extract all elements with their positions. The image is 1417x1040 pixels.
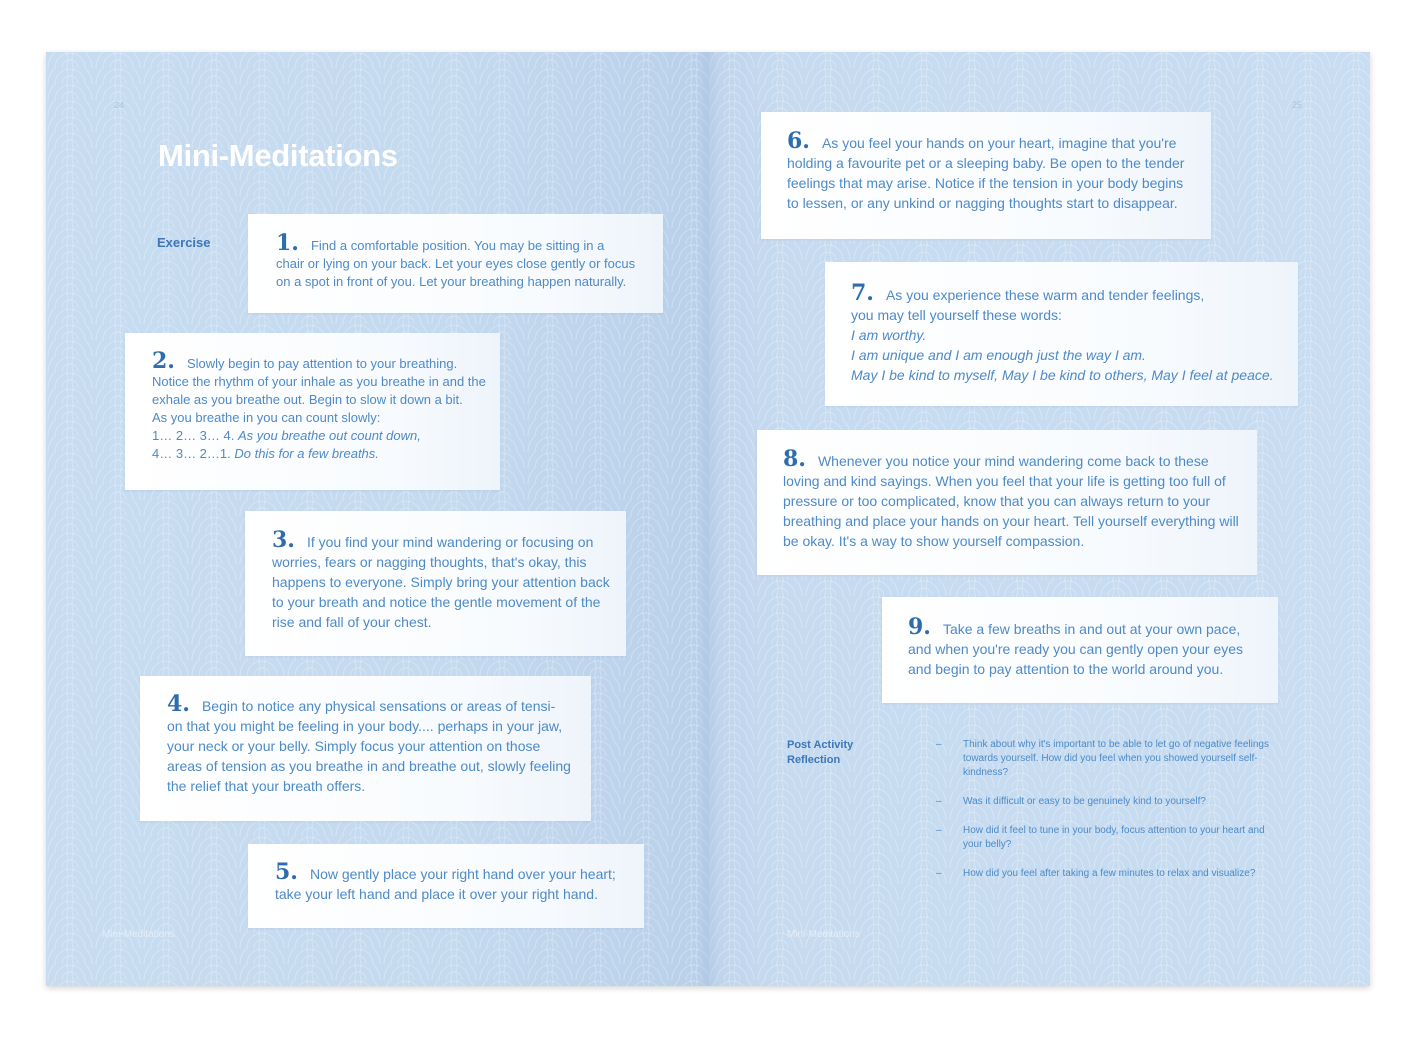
step-card-8 — [757, 430, 1257, 575]
step-number: 7. — [851, 280, 874, 306]
step-text: chair or lying on your back. Let your eyes close gently or focus — [276, 256, 636, 271]
right-page — [708, 52, 1370, 986]
step-text: As you breathe in you can count slowly: — [152, 410, 381, 425]
step-card-6 — [761, 112, 1211, 239]
dash-bullet: – — [936, 825, 942, 836]
step-text: feelings that may arise. Notice if the tension in your body begins — [787, 175, 1184, 191]
reflection-label — [787, 738, 853, 768]
step-number: 9. — [908, 614, 931, 640]
step-card-7 — [825, 262, 1298, 406]
reflection-item — [936, 824, 1283, 852]
step-text: Notice the rhythm of your inhale as you breathe in and the — [152, 374, 486, 389]
step-text: your neck or your belly. Simply focus your attention on those — [167, 738, 541, 754]
reflection-text: Was it difficult or easy to be genuinely kind to yourself? — [963, 796, 1206, 807]
step-text: to your breath and notice the gentle movement of the — [272, 594, 601, 610]
step-text: Slowly begin to pay attention to your breathing. — [186, 356, 458, 371]
count-out: 4… 3… 2…1. — [152, 446, 231, 461]
step-text: exhale as you breathe out. Begin to slow it down a bit. — [152, 392, 463, 407]
exercise-label: Exercise — [157, 235, 211, 250]
step-text: to lessen, or any unkind or nagging thoughts start to disappear. — [787, 195, 1178, 211]
dash-bullet: – — [936, 739, 942, 750]
dash-bullet: – — [936, 868, 942, 879]
step-text: you may tell yourself these words: — [851, 307, 1062, 323]
step-text: Begin to notice any physical sensations or areas of tensi- — [201, 698, 556, 714]
left-page — [46, 52, 708, 986]
step-text: on that you might be feeling in your body.... perhaps in your jaw, — [167, 718, 563, 734]
step-text: Now gently place your right hand over your heart; — [309, 866, 616, 882]
reflection-list — [936, 738, 1283, 881]
page-title: Mini-Meditations — [158, 138, 398, 173]
step-card-5 — [248, 844, 644, 928]
step-number: 1. — [276, 230, 299, 256]
step-text: holding a favourite pet or a sleeping baby. Be open to the tender — [787, 155, 1185, 171]
step-number: 6. — [787, 128, 810, 154]
step-text: worries, fears or nagging thoughts, that's okay, this — [272, 554, 587, 570]
step-text: Whenever you notice your mind wandering come back to these — [817, 453, 1209, 469]
step-text: loving and kind sayings. When you feel that your life is getting too full of — [783, 473, 1226, 489]
step-text: areas of tension as you breathe in and breathe out, slowly feeling — [167, 758, 571, 774]
reflection-label-line: Reflection — [787, 754, 841, 766]
step-card-9 — [882, 597, 1278, 703]
step-card-4 — [140, 676, 591, 821]
running-footer: Mini-Meditations — [102, 929, 175, 940]
step-number: 5. — [275, 859, 298, 885]
step-text: If you find your mind wandering or focusing on — [306, 534, 594, 550]
step-text: on a spot in front of you. Let your breathing happen naturally. — [276, 274, 627, 289]
step-text: and when you're ready you can gently open your eyes — [908, 641, 1244, 657]
step-text: take your left hand and place it over your right hand. — [275, 886, 598, 902]
step-text: rise and fall of your chest. — [272, 614, 432, 630]
reflection-text: How did it feel to tune in your body, focus attention to your heart and your belly? — [963, 825, 1265, 850]
dash-bullet: – — [936, 796, 942, 807]
reflection-item — [936, 738, 1283, 780]
step-number: 2. — [152, 348, 175, 374]
affirmation: May I be kind to myself, May I be kind to others, May I feel at peace. — [851, 367, 1274, 383]
step-text: be okay. It's a way to show yourself compassion. — [783, 533, 1085, 549]
running-footer: Mini-Meditations — [787, 929, 860, 940]
reflection-label-line: Post Activity — [787, 739, 854, 751]
step-number: 3. — [272, 527, 295, 553]
step-text: breathing and place your hands on your heart. Tell yourself everything will — [783, 513, 1239, 529]
reflection-item — [936, 795, 1283, 809]
reflection-text: Think about why it's important to be able to let go of negative feelings towards yourself. How did you feel when you showed yourself self-kindness? — [963, 739, 1269, 778]
step-text: As you experience these warm and tender feelings, — [885, 287, 1205, 303]
step-number: 4. — [167, 691, 190, 717]
count-out-note: Do this for a few breaths. — [234, 446, 379, 461]
step-text: As you feel your hands on your heart, imagine that you're — [821, 135, 1177, 151]
step-text: happens to everyone. Simply bring your attention back — [272, 574, 610, 590]
affirmation: I am unique and I am enough just the way I am. — [851, 347, 1146, 363]
count-in: 1… 2… 3… 4. — [152, 428, 235, 443]
step-number: 8. — [783, 446, 806, 472]
step-card-2 — [125, 333, 500, 490]
reflection-text: How did you feel after taking a few minutes to relax and visualize? — [963, 868, 1256, 879]
step-text: Take a few breaths in and out at your own pace, — [942, 621, 1241, 637]
page-number: 24 — [114, 100, 125, 110]
step-text: pressure or too complicated, know that you can always return to your — [783, 493, 1211, 509]
affirmation: I am worthy. — [851, 327, 927, 343]
count-in-note: As you breathe out count down, — [238, 428, 421, 443]
booklet-spread — [46, 52, 1370, 986]
step-text: Find a comfortable position. You may be sitting in a — [310, 238, 605, 253]
center-gutter — [696, 52, 720, 986]
page-number: 25 — [1292, 100, 1303, 110]
step-card-1 — [248, 214, 663, 313]
step-text: and begin to pay attention to the world around you. — [908, 661, 1224, 677]
step-text: the relief that your breath offers. — [167, 778, 366, 794]
step-card-3 — [245, 511, 626, 656]
reflection-item — [936, 867, 1283, 881]
